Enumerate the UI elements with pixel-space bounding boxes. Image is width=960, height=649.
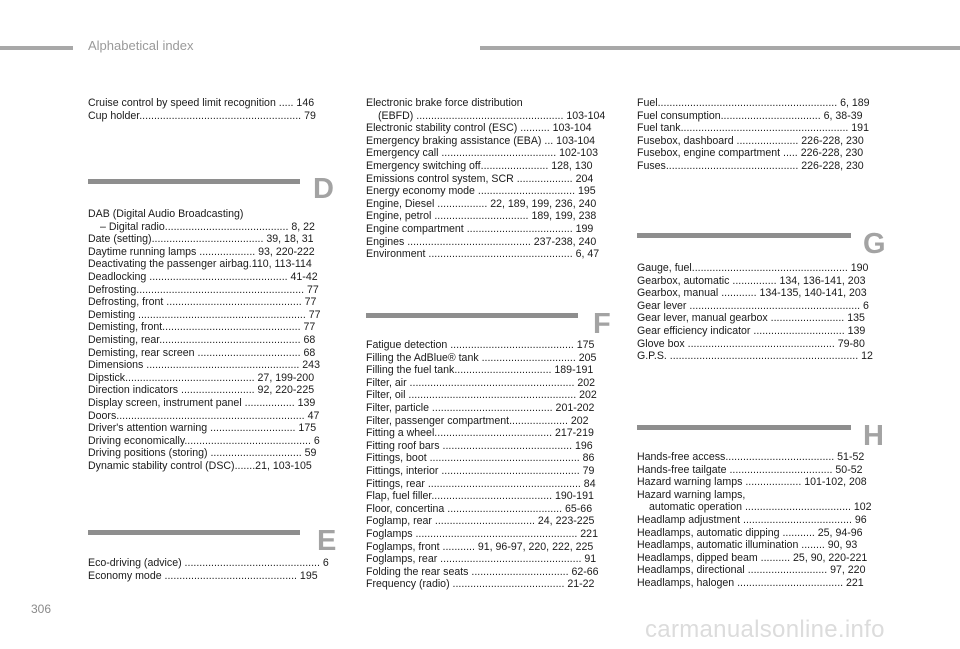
index-entry: Demisting, rear................................................ 68 [88, 333, 316, 346]
index-entry: Demisting, front............................................... 77 [88, 321, 316, 334]
index-entry: (EBFD) .................................................. 103-104 [378, 109, 606, 122]
section-rule-g [637, 233, 851, 238]
index-entry: Fittings, boot ................................................... 86 [366, 452, 595, 465]
index-entry: Dynamic stability control (DSC).......21, 103-105 [88, 459, 312, 472]
index-block-e-cont [366, 97, 616, 261]
index-entry: Energy economy mode ................................. 195 [366, 185, 596, 198]
index-entry: Filter, passenger compartment.................... 202 [366, 414, 589, 427]
index-entry: Deadlocking ............................................... 41-42 [88, 270, 318, 283]
index-entry: Floor, concertina ....................................... 65-66 [366, 502, 593, 515]
section-rule-h [637, 425, 851, 430]
section-letter-h: H [863, 420, 884, 452]
index-entry: Engines .......................................... 237-238, 240 [366, 235, 597, 248]
index-block-e [88, 557, 338, 582]
index-entry: Emergency call ....................................... 102-103 [366, 147, 598, 160]
index-entry: Fusebox, dashboard ..................... 226-228, 230 [637, 134, 864, 147]
index-entry: Headlamps, dipped beam .......... 25, 90, 220-221 [637, 551, 868, 564]
page-number: 306 [31, 602, 52, 616]
header-rule-right [480, 46, 960, 50]
index-block-h [637, 451, 887, 590]
index-block-f [366, 339, 616, 591]
section-rule-e [88, 530, 300, 535]
index-entry: Fuel consumption.................................. 6, 38-39 [637, 109, 863, 122]
index-entry: Gearbox, automatic ............... 134, 136-141, 203 [637, 274, 866, 287]
section-rule-d [88, 179, 300, 184]
index-block-d [88, 208, 338, 472]
index-entry: Economy mode ............................................. 195 [88, 569, 318, 582]
index-entry: Driving positions (storing) ............................... 59 [88, 447, 317, 460]
index-entry: Foglamp, rear .................................. 24, 223-225 [366, 515, 595, 528]
index-entry: Gauge, fuel..................................................... 190 [637, 262, 869, 274]
index-entry: – Digital radio.......................................... 8, 22 [100, 220, 315, 233]
index-entry: Gearbox, manual ............ 134-135, 140-141, 203 [637, 287, 867, 300]
index-entry: Headlamps, automatic dipping ........... 25, 94-96 [637, 526, 863, 539]
index-entry: Cruise control by speed limit recognition ..... 146 [88, 97, 315, 109]
section-rule-f [366, 313, 578, 318]
index-block-f-cont [637, 97, 887, 173]
index-entry: Doors................................................................ 47 [88, 409, 320, 422]
index-entry: Headlamp adjustment ..................................... 96 [637, 513, 867, 526]
index-entry: Dimensions .................................................... 243 [88, 359, 320, 372]
index-entry: Foglamps, front ........... 91, 96-97, 220, 222, 225 [366, 540, 594, 553]
index-entry: Fuses............................................. 226-228, 230 [637, 159, 864, 172]
header-title: Alphabetical index [88, 38, 194, 53]
index-entry: Headlamps, halogen .................................... 221 [637, 576, 864, 589]
index-entry: Environment ................................................. 6, 47 [366, 248, 600, 261]
index-entry: Engine, petrol ................................ 189, 199, 238 [366, 210, 597, 223]
index-entry: Daytime running lamps ................... 93, 220-222 [88, 245, 315, 258]
index-entry: Fusebox, engine compartment ..... 226-228, 230 [637, 147, 864, 160]
index-entry: Driving economically........................................... 6 [88, 434, 320, 447]
index-entry: Eco-driving (advice) .............................................. 6 [88, 557, 329, 569]
index-entry: Hands-free access..................................... 51-52 [637, 451, 865, 463]
index-entry: Electronic brake force distribution [366, 97, 523, 109]
index-entry: Emergency switching off....................... 128, 130 [366, 159, 593, 172]
index-entry: Display screen, instrument panel ................. 139 [88, 396, 316, 409]
index-entry: Demisting ......................................................... 77 [88, 308, 321, 321]
index-entry: Foglamps, rear ................................................ 91 [366, 553, 597, 566]
index-entry: Headlamps, automatic illumination ........ 90, 93 [637, 539, 858, 552]
index-entry: Direction indicators ......................... 92, 220-225 [88, 384, 315, 397]
index-entry: DAB (Digital Audio Broadcasting) [88, 208, 244, 220]
index-entry: Hazard warning lamps ................... 101-102, 208 [637, 476, 867, 489]
index-entry: Fittings, interior ............................................... 79 [366, 464, 595, 477]
index-entry: Gear efficiency indicator ............................... 139 [637, 324, 866, 337]
index-entry: Filter, air ........................................................ 202 [366, 376, 596, 389]
index-entry: Fitting roof bars ............................................ 196 [366, 439, 593, 452]
watermark-text: carmanualsonline.info [645, 616, 885, 643]
index-entry: Gear lever .......................................................... 6 [637, 299, 869, 312]
index-entry: Filter, oil ......................................................... 202 [366, 389, 597, 402]
section-letter-e: E [317, 525, 337, 557]
index-entry: Filter, particle ......................................... 201-202 [366, 401, 595, 414]
index-entry: Emissions control system, SCR ................... 204 [366, 172, 594, 185]
section-letter-d: D [313, 173, 334, 205]
index-entry: Headlamps, directional ........................... 97, 220 [637, 564, 866, 577]
index-entry: Filling the fuel tank................................. 189-191 [366, 364, 594, 377]
index-entry: Fittings, rear .................................................... 84 [366, 477, 596, 490]
index-entry: G.P.S. ................................................................ 12 [637, 350, 873, 363]
index-entry: Driver's attention warning ............................. 175 [88, 422, 317, 435]
index-entry: Electronic stability control (ESC) .......... 103-104 [366, 122, 592, 135]
section-letter-g: G [863, 228, 886, 260]
header-rule-left [0, 46, 73, 50]
index-entry: Defrosting, front .............................................. 77 [88, 296, 317, 309]
index-entry: Fitting a wheel........................................ 217-219 [366, 427, 594, 440]
index-entry: Filling the AdBlue® tank ................................ 205 [366, 351, 597, 364]
index-entry: Frequency (radio) ...................................... 21-22 [366, 578, 595, 591]
index-entry: Engine compartment .................................... 199 [366, 222, 594, 235]
index-entry: Hands-free tailgate ................................... 50-52 [637, 463, 863, 476]
index-entry: Deactivating the passenger airbag.110, 113-114 [88, 258, 312, 271]
index-block-g [637, 262, 887, 363]
index-entry: Date (setting)...................................... 39, 18, 31 [88, 233, 314, 246]
section-letter-f: F [593, 308, 611, 340]
index-entry: Cup holder....................................................... 79 [88, 109, 316, 122]
index-entry: Gear lever, manual gearbox ......................... 135 [637, 312, 865, 325]
index-entry: Demisting, rear screen ................................... 68 [88, 346, 316, 359]
index-entry: Dipstick............................................ 27, 199-200 [88, 371, 315, 384]
index-entry: Fatigue detection .......................................... 175 [366, 339, 595, 351]
index-entry: Flap, fuel filler......................................... 190-191 [366, 490, 594, 503]
index-entry: Emergency braking assistance (EBA) ... 103-104 [366, 134, 596, 147]
index-entry: Folding the rear seats ................................. 62-66 [366, 565, 599, 578]
index-block-c [88, 97, 338, 122]
index-entry: Engine, Diesel ................. 22, 189, 199, 236, 240 [366, 197, 597, 210]
index-entry: automatic operation .................................... 102 [649, 501, 872, 514]
index-entry: Glove box .................................................. 79-80 [637, 337, 865, 350]
index-entry: Hazard warning lamps, [637, 488, 746, 501]
index-entry: Defrosting......................................................... 77 [88, 283, 319, 296]
index-entry: Fuel............................................................. 6, 189 [637, 97, 870, 109]
index-entry: Fuel tank......................................................... 191 [637, 122, 869, 135]
index-entry: Foglamps ....................................................... 221 [366, 527, 598, 540]
